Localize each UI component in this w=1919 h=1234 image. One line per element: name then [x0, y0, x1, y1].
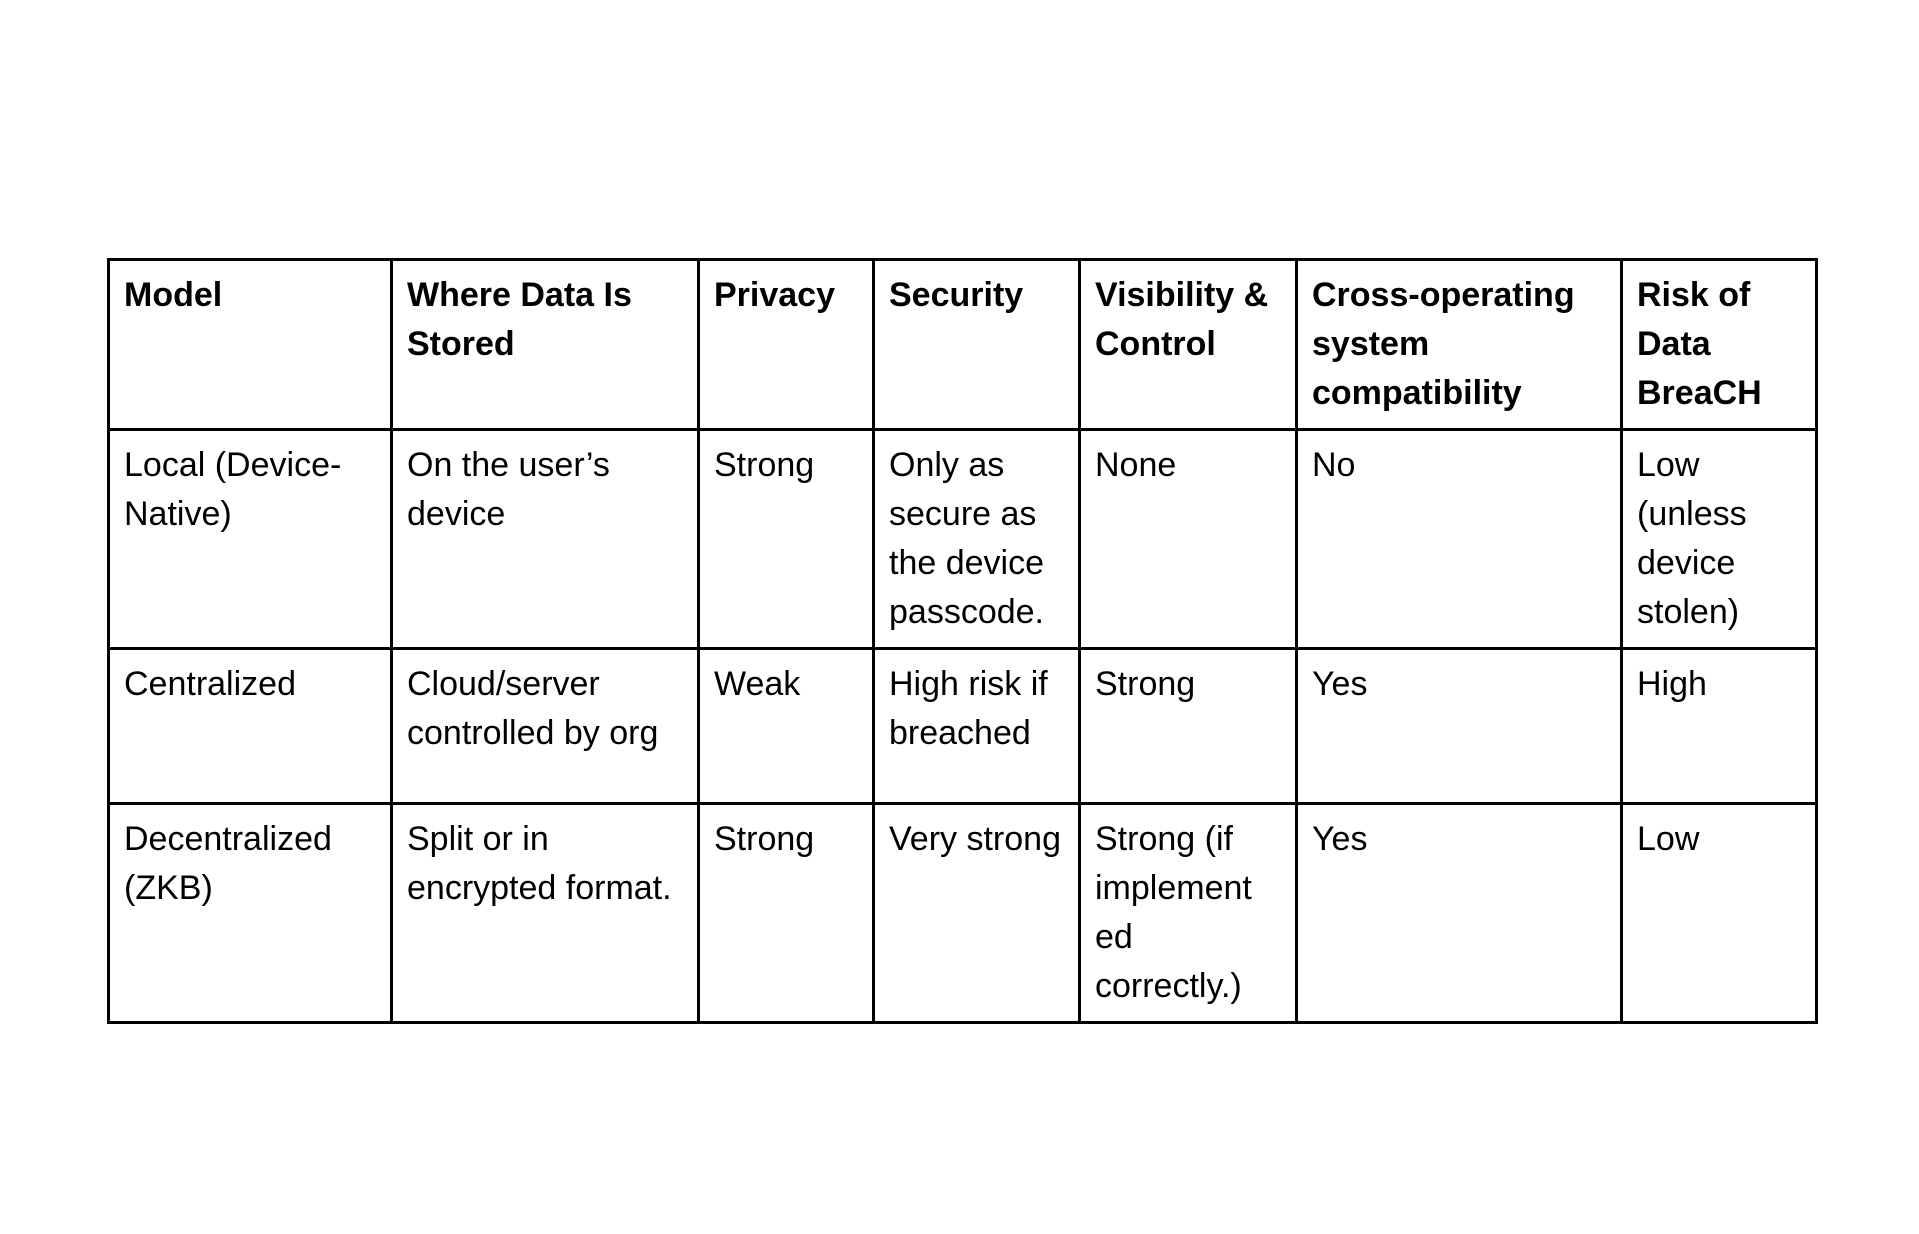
cell-visibility-and-control: None [1080, 430, 1297, 649]
cell-where-data-is-stored: Cloud/server controlled by org [392, 649, 699, 804]
table-body [109, 430, 1817, 1023]
cell-privacy: Weak [699, 649, 874, 804]
table-row [109, 804, 1817, 1023]
cell-risk-of-data-breach: High [1622, 649, 1817, 804]
cell-security: Very strong [874, 804, 1080, 1023]
cell-privacy: Strong [699, 804, 874, 1023]
cell-cross-os-compatibility: No [1297, 430, 1622, 649]
column-header-security: Security [874, 260, 1080, 430]
cell-cross-os-compatibility: Yes [1297, 804, 1622, 1023]
table-header-row [109, 260, 1817, 430]
comparison-table-container [107, 258, 1815, 1024]
cell-model: Local (Device-Native) [109, 430, 392, 649]
cell-security: Only as secure as the device passcode. [874, 430, 1080, 649]
cell-risk-of-data-breach: Low (unless device stolen) [1622, 430, 1817, 649]
cell-visibility-and-control: Strong (if implement ed correctly.) [1080, 804, 1297, 1023]
table-header [109, 260, 1817, 430]
cell-privacy: Strong [699, 430, 874, 649]
cell-security: High risk if breached [874, 649, 1080, 804]
cell-model: Decentralized (ZKB) [109, 804, 392, 1023]
column-header-visibility-and-control: Visibility & Control [1080, 260, 1297, 430]
column-header-risk-of-data-breach: Risk of Data BreaCH [1622, 260, 1817, 430]
column-header-cross-operating-system-compatibility: Cross-operating system compatibility [1297, 260, 1622, 430]
comparison-table [107, 258, 1818, 1024]
cell-visibility-and-control: Strong [1080, 649, 1297, 804]
column-header-where-data-is-stored: Where Data Is Stored [392, 260, 699, 430]
column-header-model: Model [109, 260, 392, 430]
cell-where-data-is-stored: On the user’s device [392, 430, 699, 649]
cell-cross-os-compatibility: Yes [1297, 649, 1622, 804]
cell-where-data-is-stored: Split or in encrypted format. [392, 804, 699, 1023]
column-header-privacy: Privacy [699, 260, 874, 430]
cell-risk-of-data-breach: Low [1622, 804, 1817, 1023]
cell-model: Centralized [109, 649, 392, 804]
table-row [109, 649, 1817, 804]
table-row [109, 430, 1817, 649]
